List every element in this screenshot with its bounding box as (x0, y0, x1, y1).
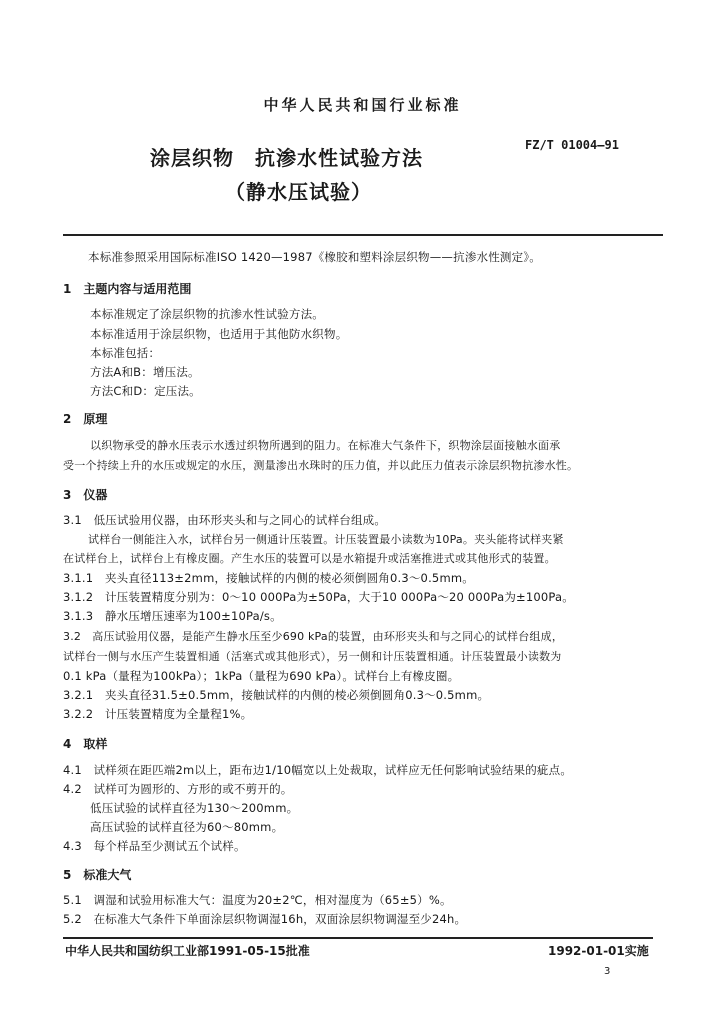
standard-number: FZ/T 01004—91 (525, 138, 619, 152)
section-2-line: 受一个持续上升的水压或规定的水压，测量渗出水珠时的压力值，并以此压力值表示涂层织物抗渗水性。 (63, 459, 579, 472)
implementation-date: 1992-01-01实施 (548, 944, 649, 958)
clause-3-2: 3.2 高压试验用仪器，是能产生静水压至少690 kPa的装置，由环形夹头和与之同心的试样台组成， (63, 630, 564, 643)
section-1-line: 方法A和B：增压法。 (90, 365, 200, 379)
industry-standard-label: 中华人民共和国行业标准 (263, 96, 462, 114)
section-3-line: 在试样台上，试样台上有橡皮圈。产生水压的装置可以是水箱提升或活塞推进式或其他形式的装置。 (63, 552, 556, 565)
section-1-line: 本标准规定了涂层织物的抗渗水性试验方法。 (90, 307, 324, 321)
section-3-line: 0.1 kPa（量程为100kPa）；1kPa（量程为690 kPa）。试样台上有橡皮圈。 (63, 669, 460, 683)
approval-note: 中华人民共和国纺织工业部1991-05-15批准 (65, 944, 310, 958)
section-2-line: 以织物承受的静水压表示水透过织物所遇到的阻力。在标准大气条件下，织物涂层面接触水面承 (90, 439, 561, 452)
clause-4-1: 4.1 试样须在距匹端2m以上，距布边1/10幅宽以上处裁取，试样应无任何影响试验结果的疵点。 (63, 763, 573, 777)
clause-3-2-2: 3.2.2 计压装置精度为全量程1%。 (63, 707, 253, 721)
document-subtitle: （静水压试验） (225, 180, 372, 204)
footer-divider (63, 937, 653, 939)
clause-3-1-3: 3.1.3 静水压增压速率为100±10Pa/s。 (63, 609, 282, 623)
section-3-line: 试样台一侧与水压产生装置相通（活塞式或其他形式），另一侧和计压装置相通。计压装置最小读数为 (63, 650, 562, 663)
clause-3-2-1: 3.2.1 夹头直径31.5±0.5mm，接触试样的内侧的棱必须倒圆角0.3～0.5mm。 (63, 688, 490, 702)
section-3-line: 试样台一侧能注入水，试样台另一侧通计压装置。计压装置最小读数为10Pa。夹头能将试样夹紧 (88, 533, 564, 546)
section-3-heading: 3 仪器 (63, 488, 108, 502)
section-2-heading: 2 原理 (63, 412, 108, 426)
page-number: 3 (604, 966, 611, 977)
section-5-heading: 5 标准大气 (63, 868, 132, 882)
section-1-line: 本标准包括： (90, 346, 161, 360)
clause-3-1-2: 3.1.2 计压装置精度分别为：0～10 000Pa为±50Pa，大于10 000Pa～20 000Pa为±100Pa。 (63, 590, 574, 604)
section-1-line: 方法C和D：定压法。 (90, 384, 201, 398)
section-1-heading: 1 主题内容与适用范围 (63, 282, 192, 296)
section-1-line: 本标准适用于涂层织物，也适用于其他防水织物。 (90, 327, 348, 341)
clause-5-1: 5.1 调湿和试验用标准大气：温度为20±2℃，相对湿度为（65±5）%。 (63, 893, 452, 907)
section-4-line: 低压试验的试样直径为130～200mm。 (90, 801, 299, 815)
clause-3-1: 3.1 低压试验用仪器，由环形夹头和与之同心的试样台组成。 (63, 513, 387, 527)
document-title: 涂层织物 抗渗水性试验方法 (150, 146, 423, 170)
clause-3-1-1: 3.1.1 夹头直径113±2mm，接触试样的内侧的棱必须倒圆角0.3～0.5mm。 (63, 571, 474, 585)
clause-5-2: 5.2 在标准大气条件下单面涂层织物调湿16h，双面涂层织物调湿至少24h。 (63, 912, 467, 926)
header-divider (63, 234, 663, 236)
clause-4-3: 4.3 每个样品至少测试五个试样。 (63, 839, 246, 853)
section-4-line: 高压试验的试样直径为60～80mm。 (90, 820, 284, 834)
clause-4-2: 4.2 试样可为圆形的、方形的或不剪开的。 (63, 782, 293, 796)
section-4-heading: 4 取样 (63, 737, 108, 751)
intro-paragraph: 本标准参照采用国际标准ISO 1420—1987《橡胶和塑料涂层织物——抗渗水性测定》。 (88, 250, 541, 264)
